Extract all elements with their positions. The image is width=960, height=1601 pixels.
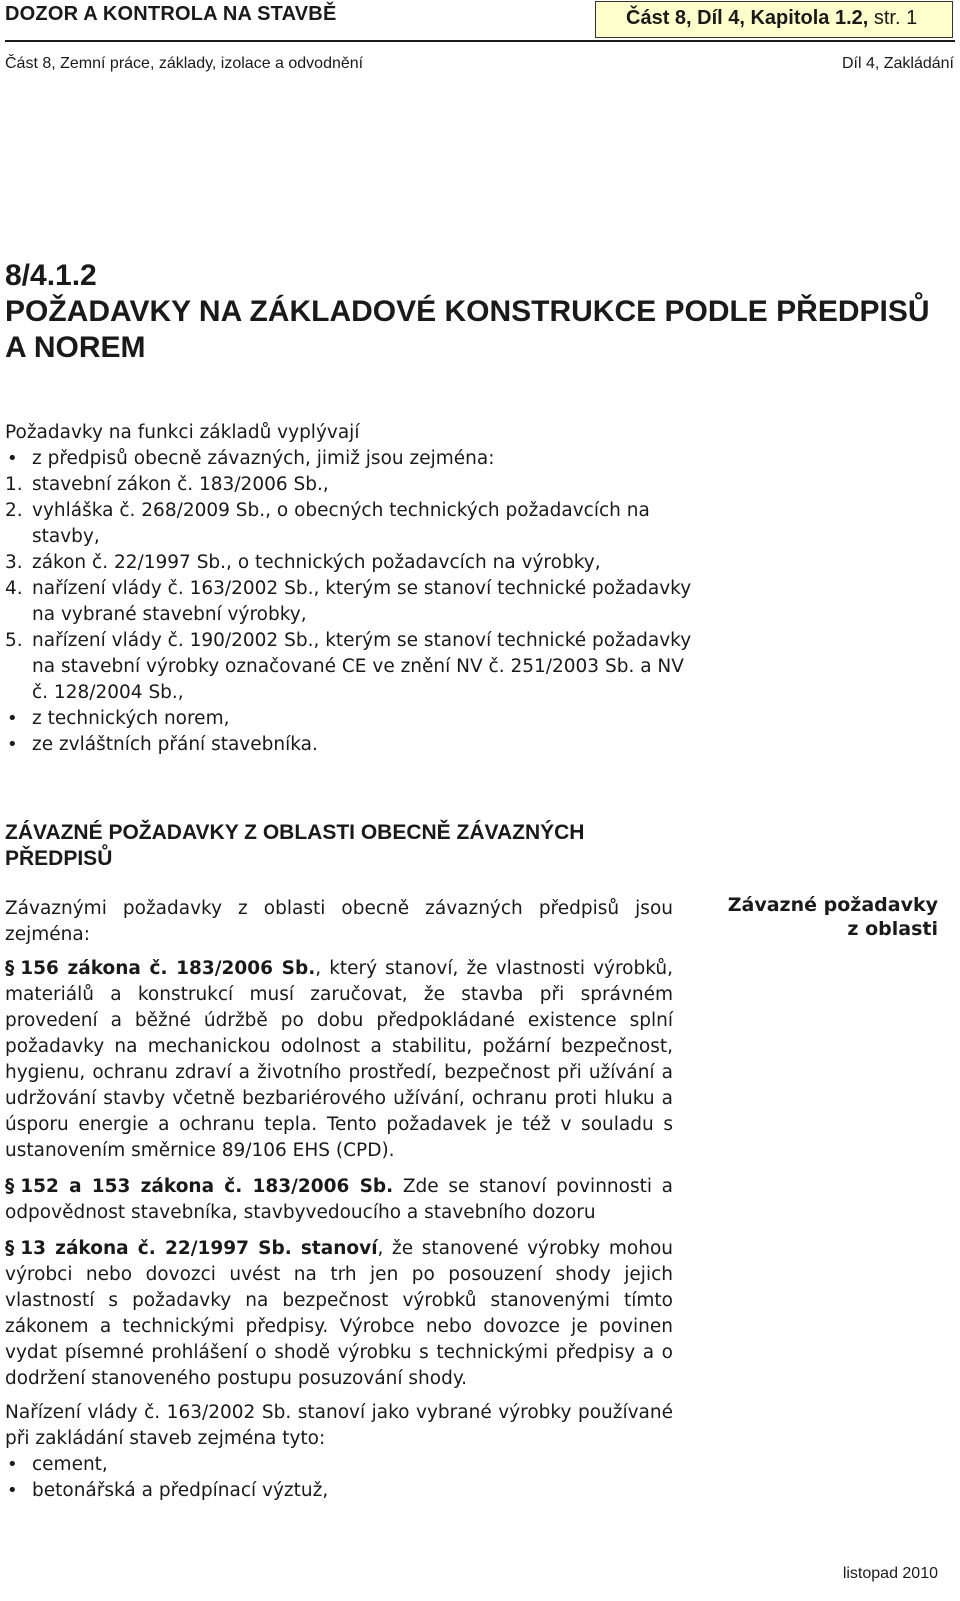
list-item: 1. stavební zákon č. 183/2006 Sb., bbox=[5, 474, 329, 495]
margin-note bbox=[720, 893, 938, 941]
list-item: 3. zákon č. 22/1997 Sb., o technických požadavcích na výrobky, bbox=[5, 552, 601, 573]
list-item: • z předpisů obecně závazných, jimiž jsou zejména: bbox=[5, 446, 695, 472]
subsection-lead: Závaznými požadavky z oblasti obecně závazných předpisů jsou zejména: bbox=[5, 898, 673, 945]
subsection-body bbox=[5, 896, 673, 1504]
list-item: • ze zvláštních přání stavebníka. bbox=[5, 732, 695, 758]
margin-note-line2: z oblasti bbox=[847, 918, 938, 940]
chapter-locator-box bbox=[595, 1, 953, 38]
section-title-line1: POŽADAVKY NA ZÁKLADOVÉ KONSTRUKCE PODLE PŘEDPISŮ bbox=[5, 295, 930, 328]
subsection-title-line2: PŘEDPISŮ bbox=[5, 847, 113, 870]
paragraph: Nařízení vlády č. 163/2002 Sb. stanoví jako vybrané výrobky používané při zakládání staveb zejména tyto: bbox=[5, 1402, 673, 1449]
list-item: 4. nařízení vlády č. 163/2002 Sb., kterým se stanoví technické požadavky na vybrané stavební výrobky, bbox=[5, 578, 692, 625]
subsection-title-line1: ZÁVAZNÉ POŽADAVKY Z OBLASTI OBECNĚ ZÁVAZNÝCH bbox=[5, 821, 585, 844]
list-item: 5. nařízení vlády č. 190/2002 Sb., kterým se stanoví technické požadavky na stavební výrobky označované CE ve znění NV č. 251/2003 Sb. a NV č. 128/2004 Sb., bbox=[5, 630, 692, 703]
page-header bbox=[0, 0, 960, 90]
paragraph: § 13 zákona č. 22/1997 Sb. stanoví, že stanovené výrobky mohou výrobci nebo dovozci uvést na trh jen po posouzení shody jejich vlastností s požadavky na bezpečnost výrobků stanovenými tímto zákonem a technickými předpisy. Výrobce nebo dovozce je povinen vydat písemné prohlášení o shodě výrobku s technickými předpisy a o dodržení stanoveného postupu posuzování shody. bbox=[5, 1238, 673, 1389]
part-title: Část 8, Zemní práce, základy, izolace a odvodnění bbox=[5, 55, 364, 72]
section-title-line2: A NOREM bbox=[5, 331, 146, 364]
footer-date: listopad 2010 bbox=[842, 1565, 938, 1582]
margin-note-line1: Závazné požadavky bbox=[727, 894, 938, 916]
list-item: • betonářská a předpínací výztuž, bbox=[5, 1478, 673, 1504]
list-item: • cement, bbox=[5, 1452, 673, 1478]
division-title: Díl 4, Zakládání bbox=[841, 55, 954, 72]
section-number: 8/4.1.2 bbox=[5, 259, 97, 292]
chapter-locator: Část 8, Díl 4, Kapitola 1.2, str. 1 bbox=[626, 7, 918, 29]
list-item: 2. vyhláška č. 268/2009 Sb., o obecných technických požadavcích na stavby, bbox=[5, 500, 650, 547]
list-item: • z technických norem, bbox=[5, 706, 695, 732]
paragraph: § 152 a 153 zákona č. 183/2006 Sb. Zde se stanoví povinnosti a odpovědnost stavebníka, stavbyvedoucího a stavebního dozoru bbox=[5, 1176, 673, 1223]
header-rule bbox=[5, 40, 955, 42]
publication-title: DOZOR A KONTROLA NA STAVBĚ bbox=[5, 3, 337, 25]
paragraph: § 156 zákona č. 183/2006 Sb., který stanoví, že vlastnosti výrobků, materiálů a konstrukcí musí zaručovat, že stavba při správném provedení a běžné údržbě po dobu předpokládané existence splní požadavky na mechanickou odolnost a stabilitu, požární bezpečnost, hygienu, ochranu zdraví a životního prostředí, bezpečnost při užívání a udržování stavby včetně bezbariérového užívání, ochranu proti hluku a úsporu energie a ochranu tepla. Tento požadavek je též v souladu s ustanovením směrnice 89/106 EHS (CPD). bbox=[5, 958, 673, 1161]
intro-block bbox=[5, 420, 695, 758]
intro-lead: Požadavky na funkci základů vyplývají bbox=[5, 422, 360, 443]
